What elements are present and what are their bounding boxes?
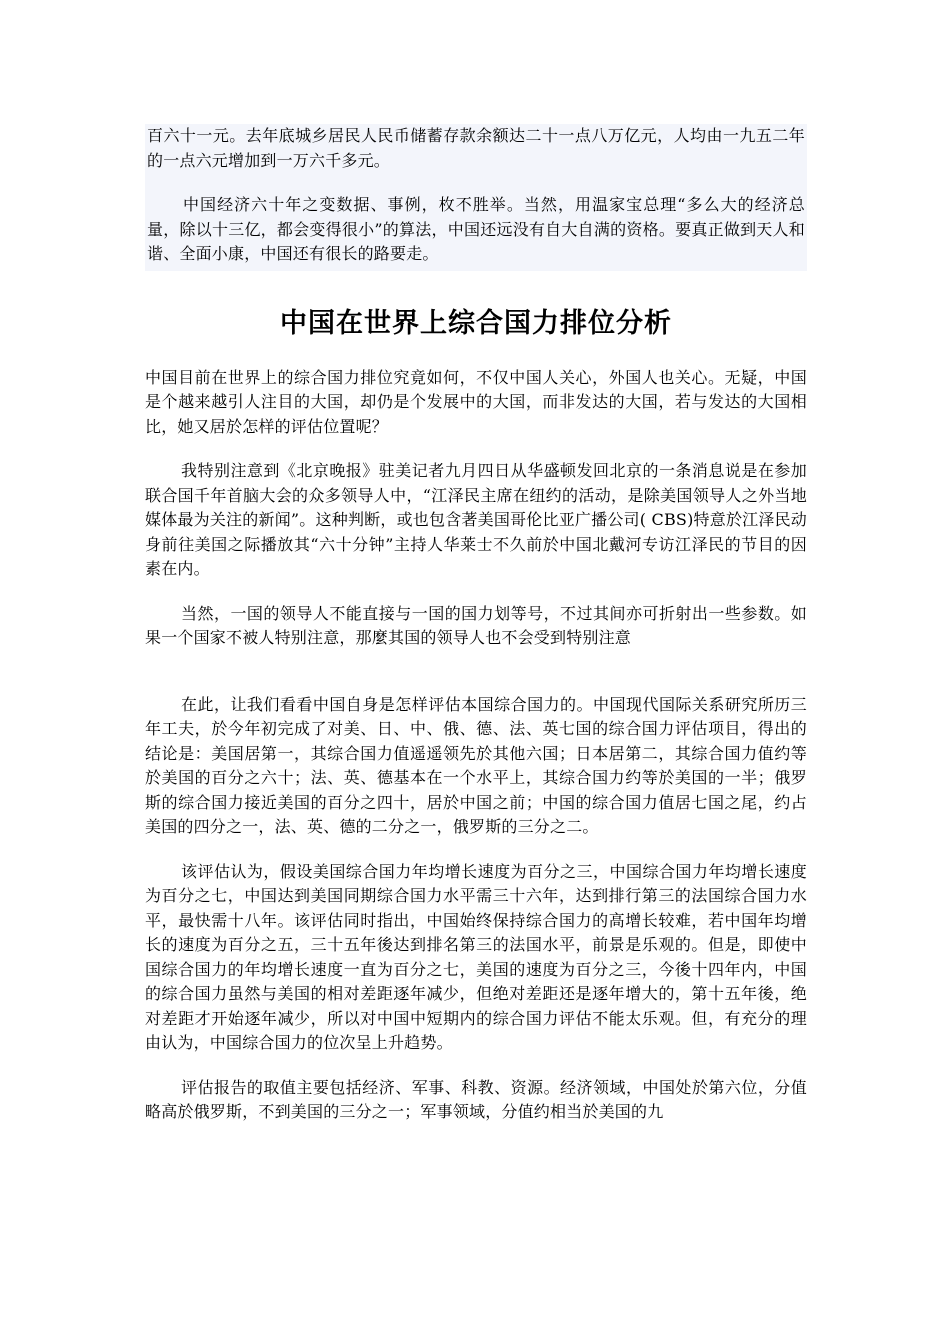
paragraph-economy-summary: 中国经济六十年之变数据、事例，枚不胜举。当然，用温家宝总理“多么大的经济总量，除以十三亿，都会变得很小”的算法，中国还远没有自大自满的资格。要真正做到天人和谐、全面小康，中国还有很长的路要走。 — [147, 195, 805, 263]
article-paragraph-4: 在此，让我们看看中国自身是怎样评估本国综合国力的。中国现代国际关系研究所历三年工夫，於今年初完成了对美、日、中、俄、德、法、英七国的综合国力评估项目，得出的结论是：美国居第一，其综合国力值遥遥领先於其他六国；日本居第二，其综合国力值约等於美国的百分之六十；法、英、德基本在一个水平上，其综合国力约等於美国的一半；俄罗斯的综合国力接近美国的百分之四十，居於中国之前；中国的综合国力值居七国之尾，约占美国的四分之一，法、英、德的二分之一，俄罗斯的三分之二。 — [145, 694, 807, 836]
article-paragraph-3: 当然，一国的领导人不能直接与一国的国力划等号，不过其间亦可折射出一些参数。如果一个国家不被人特别注意，那麼其国的领导人也不会受到特别注意 — [145, 603, 807, 647]
article-paragraph-1: 中国目前在世界上的综合国力排位究竟如何，不仅中国人关心，外国人也关心。无疑，中国是个越来越引人注目的大国，却仍是个发展中的大国，而非发达的大国，若与发达的大国相比，她又居於怎样的评估位置呢？ — [145, 367, 807, 436]
document-page — [145, 124, 807, 1125]
previous-article-tail — [145, 124, 807, 271]
article-paragraph-2: 我特别注意到《北京晚报》驻美记者九月四日从华盛顿发回北京的一条消息说是在参加联合国千年首脑大会的众多领导人中，“江泽民主席在纽约的活动，是除美国领导人之外当地媒体最为关注的新闻”。这种判断，或也包含著美国哥伦比亚广播公司( CBS)特意於江泽民动身前往美国之际播放其“六十分钟”主持人华莱士不久前於中国北戴河专访江泽民的节目的因素在内。 — [145, 461, 807, 578]
paragraph-savings: 百六十一元。去年底城乡居民人民币储蓄存款余额达二十一点八万亿元，人均由一九五二年的一点六元增加到一万六千多元。 — [147, 126, 805, 170]
article-title: 中国在世界上综合国力排位分析 — [280, 307, 672, 339]
article-paragraph-6: 评估报告的取值主要包括经济、军事、科教、资源。经济领域，中国处於第六位，分值略高於俄罗斯，不到美国的三分之一；军事领域，分值约相当於美国的九 — [145, 1077, 807, 1121]
article-paragraph-5: 该评估认为，假设美国综合国力年均增长速度为百分之三，中国综合国力年均增长速度为百分之七，中国达到美国同期综合国力水平需三十六年，达到排行第三的法国综合国力水平，最快需十八年。该评估同时指出，中国始终保持综合国力的高增长较难，若中国年均增长的速度为百分之五，三十五年後达到排名第三的法国水平，前景是乐观的。但是，即使中国综合国力的年均增长速度一直为百分之七，美国的速度为百分之三，今後十四年内，中国的综合国力虽然与美国的相对差距逐年减少，但绝对差距还是逐年增大的，第十五年後，绝对差距才开始逐年减少，所以对中国中短期内的综合国力评估不能太乐观。但，有充分的理由认为，中国综合国力的位次呈上升趋势。 — [145, 861, 807, 1052]
